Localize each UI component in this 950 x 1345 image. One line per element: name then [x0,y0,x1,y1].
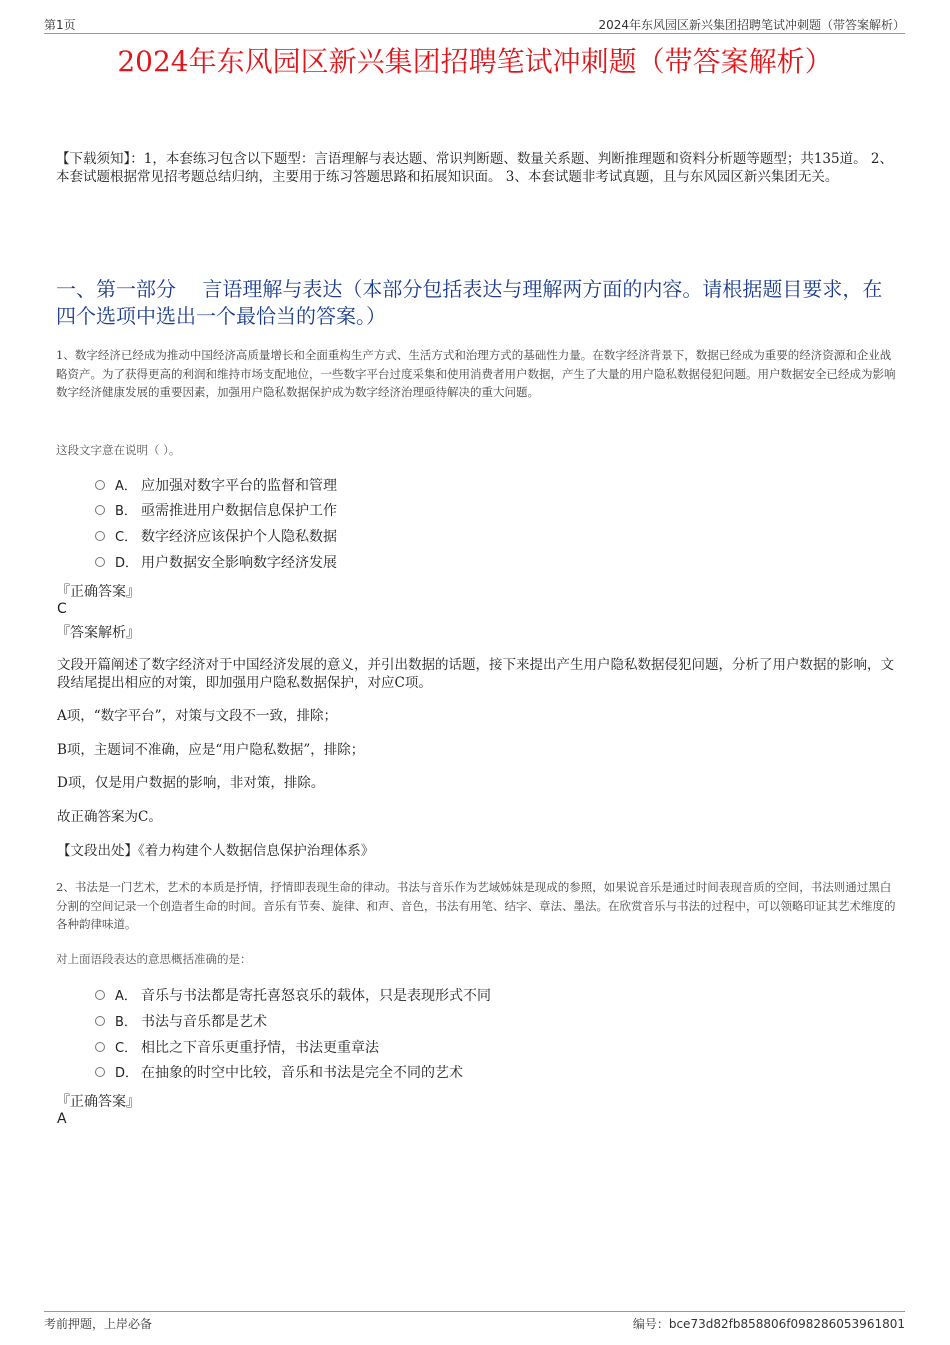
footer-code-value: bce73d82fb858806f098286053961801 [668,1317,905,1331]
q1-option-a[interactable] [95,476,337,496]
question-1-text: 1、数字经济已经成为推动中国经济高质量增长和全面重构生产方式、生活方式和治理方式的基础性力量。在数字经济背景下，数据已经成为重要的经济资源和企业战略资产。为了获得更高的利润和维持市场支配地位，一些数字平台过度采集和使用消费者用户数据，产生了大量的用户隐私数据侵犯问题。用户数据安全已经成为影响数字经济健康发展的重要因素，加强用户隐私数据保护成为数字经济治理亟待解决的重大问题。 [56,348,896,399]
option-letter: A． [115,479,137,494]
radio-icon[interactable] [95,1067,105,1077]
header-rule [44,33,905,34]
footer-slogan: 考前押题，上岸必备 [44,1317,153,1331]
q2-answer-label: 『正确答案』 [56,1094,140,1110]
q1-source: 【文段出处】《着力构建个人数据信息保护治理体系》 [57,843,375,859]
question-2-text: 2、书法是一门艺术，艺术的本质是抒情，抒情即表现生命的律动。书法与音乐作为艺域姊妹是现成的参照，如果说音乐是通过时间表现音质的空间，书法则通过黑白分割的空间记录一个创造者生命的时间。音乐有节奏、旋律、和声、音色，书法有用笔、结字、章法、墨法。在欣赏音乐与书法的过程中，可以领略印证其艺术维度的各种韵律味道。 [56,880,896,931]
option-text: 书法与音乐都是艺术 [141,1014,267,1030]
option-text: 相比之下音乐更重抒情，书法更重章法 [141,1040,379,1056]
q2-option-d[interactable] [95,1063,463,1083]
radio-icon[interactable] [95,990,105,1000]
option-letter: B． [115,1015,137,1030]
q1-analysis-label: 『答案解析』 [56,625,140,641]
q1-option-b[interactable] [95,501,337,521]
question-2-prompt: 对上面语段表达的意思概括准确的是： [56,952,252,966]
q2-option-a[interactable] [95,986,491,1006]
document-title: 2024年东风园区新兴集团招聘笔试冲刺题（带答案解析） [117,45,833,78]
q2-option-c[interactable] [95,1038,379,1058]
radio-icon[interactable] [95,557,105,567]
q1-analysis-b: B项，主题词不准确，应是“用户隐私数据”，排除； [57,742,365,758]
option-text: 数字经济应该保护个人隐私数据 [141,529,337,545]
footer-code-label: 编号： [632,1317,669,1331]
option-letter: A． [115,989,137,1004]
q1-answer: C [57,601,67,617]
q1-answer-label: 『正确答案』 [56,584,140,600]
q1-analysis-d: D项，仅是用户数据的影响，非对策，排除。 [57,775,325,791]
radio-icon[interactable] [95,480,105,490]
q1-option-d[interactable] [95,553,337,573]
radio-icon[interactable] [95,531,105,541]
q2-answer: A [57,1111,67,1127]
q1-analysis-a: A项，“数字平台”，对策与文段不一致，排除； [57,708,338,724]
q1-analysis-paragraph: 文段开篇阐述了数字经济对于中国经济发展的意义，并引出数据的话题，接下来提出产生用户隐私数据侵犯问题，分析了用户数据的影响，文段结尾提出相应的对策，即加强用户隐私数据保护，对应C项。 [57,657,894,691]
download-notice: 【下载须知】：1，本套练习包含以下题型：言语理解与表达题、常识判断题、数量关系题、判断推理题和资料分析题等题型；共135道。 2、本套试题根据常见招考题总结归纳，主要用于练习答题思路和拓展知识面。 3、本套试题非考试真题，且与东风园区新兴集团无关。 [56,151,893,185]
option-letter: B． [115,504,137,519]
radio-icon[interactable] [95,1042,105,1052]
section-heading: 一、第一部分 言语理解与表达（本部分包括表达与理解两方面的内容。请根据题目要求，在四个选项中选出一个最恰当的答案。） [56,277,883,328]
option-letter: D． [115,1066,139,1081]
option-letter: C． [115,1041,138,1056]
header-doc-title: 2024年东风园区新兴集团招聘笔试冲刺题（带答案解析） [598,18,905,32]
question-1-prompt: 这段文字意在说明（ ）。 [56,443,181,457]
option-text: 音乐与书法都是寄托喜怒哀乐的载体，只是表现形式不同 [141,988,491,1004]
q1-option-c[interactable] [95,527,337,547]
option-letter: C． [115,530,138,545]
option-text: 亟需推进用户数据信息保护工作 [141,503,337,519]
footer-code [633,1315,905,1332]
page-number: 第1页 [44,18,76,32]
q2-option-b[interactable] [95,1012,267,1032]
option-text: 在抽象的时空中比较，音乐和书法是完全不同的艺术 [141,1065,463,1081]
option-letter: D． [115,556,139,571]
option-text: 应加强对数字平台的监督和管理 [141,478,337,494]
q1-analysis-conclusion: 故正确答案为C。 [57,809,162,825]
radio-icon[interactable] [95,505,105,515]
option-text: 用户数据安全影响数字经济发展 [141,555,337,571]
footer-rule [44,1311,905,1312]
radio-icon[interactable] [95,1016,105,1026]
